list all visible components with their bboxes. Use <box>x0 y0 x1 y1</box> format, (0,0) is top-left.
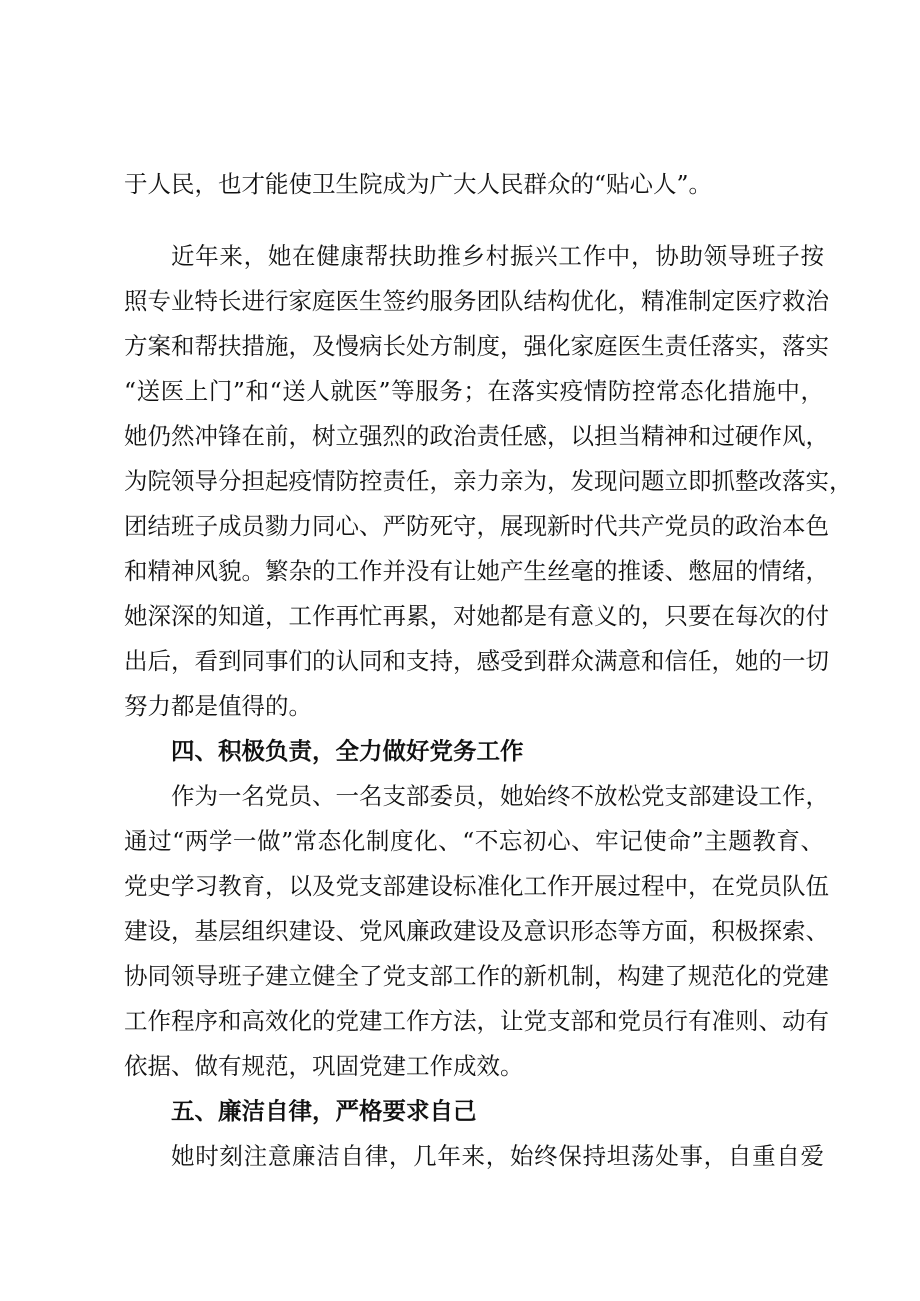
text-line: 党史学习教育，以及党支部建设标准化工作开展过程中，在党员队伍 <box>124 872 829 900</box>
text-line: 她深深的知道，工作再忙再累，对她都是有意义的，只要在每次的付 <box>124 602 829 630</box>
text-line: 为院领导分担起疫情防控责任，亲力亲为，发现问题立即抓整改落实， <box>124 467 853 495</box>
text-line: 出后，看到同事们的认同和支持，感受到群众满意和信任，她的一切 <box>124 647 829 675</box>
text-line: 方案和帮扶措施，及慢病长处方制度，强化家庭医生责任落实，落实 <box>124 332 829 360</box>
text-line: 作为一名党员、一名支部委员，她始终不放松党支部建设工作， <box>171 782 829 810</box>
text-line: 通过“两学一做”常态化制度化、“不忘初心、牢记使命”主题教育、 <box>124 827 824 855</box>
text-line: 依据、做有规范，巩固党建工作成效。 <box>124 1052 524 1080</box>
section-heading-4: 四、积极负责，全力做好党务工作 <box>171 737 524 765</box>
text-line: 协同领导班子建立健全了党支部工作的新机制，构建了规范化的党建 <box>124 962 829 990</box>
text-line: 团结班子成员勠力同心、严防死守，展现新时代共产党员的政治本色 <box>124 512 829 540</box>
text-line: “送医上门”和“送人就医”等服务；在落实疫情防控常态化措施中， <box>124 377 824 405</box>
text-line: 她仍然冲锋在前，树立强烈的政治责任感，以担当精神和过硬作风， <box>124 422 829 450</box>
section-heading-5: 五、廉洁自律，严格要求自己 <box>171 1097 477 1125</box>
text-line: 于人民，也才能使卫生院成为广大人民群众的“贴心人”。 <box>124 170 713 198</box>
text-line: 工作程序和高效化的党建工作方法，让党支部和党员行有准则、动有 <box>124 1007 829 1035</box>
text-line: 她时刻注意廉洁自律，几年来，始终保持坦荡处事，自重自爱 <box>171 1142 824 1170</box>
text-line: 努力都是值得的。 <box>124 692 312 720</box>
text-line: 照专业特长进行家庭医生签约服务团队结构优化，精准制定医疗救治 <box>124 287 829 315</box>
text-line: 建设，基层组织建设、党风廉政建设及意识形态等方面，积极探索、 <box>124 917 829 945</box>
text-line: 近年来，她在健康帮扶助推乡村振兴工作中，协助领导班子按 <box>171 242 824 270</box>
text-line: 和精神风貌。繁杂的工作并没有让她产生丝毫的推诿、憋屈的情绪， <box>124 557 829 585</box>
